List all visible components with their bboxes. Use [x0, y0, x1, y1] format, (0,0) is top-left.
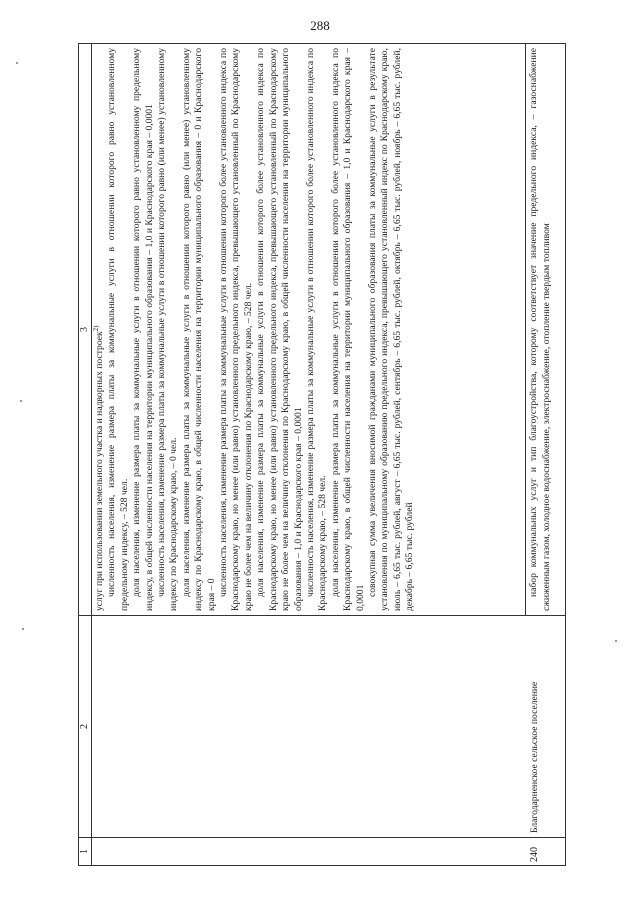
- paragraph-text-1: численность населения, изменение размера платы за коммунальные услуги в отношении которого равно установленному предельному индексу, – 528 чел.: [106, 48, 130, 611]
- row-number-cell-top: [92, 838, 526, 866]
- page-number: 288: [310, 18, 330, 33]
- scan-speck: [615, 640, 617, 642]
- settlement-name: Благодарненское сельское поселение: [526, 616, 566, 838]
- rotated-table-container: [78, 44, 566, 866]
- header-cell-3: 3: [79, 44, 92, 616]
- paragraph-text-7: численность населения, изменение размера платы за коммунальные услуги в отношении которого более установленного индекса по Краснодарскому краю, – 528 чел.: [304, 48, 329, 611]
- scan-speck: [16, 62, 18, 64]
- footnote-marker: 2): [91, 325, 100, 332]
- scan-speck: [22, 628, 24, 630]
- data-table: [78, 43, 566, 866]
- table-row-top: [92, 44, 526, 866]
- paragraph-text-2: доля населения, изменение размера платы за коммунальные услуги в отношении которого равно установленному предельному индексу, в общей численности населения на территории муниципального образования – 1,0 и Краснодарского края – 0,0001: [131, 48, 155, 611]
- paragraph-text-8: доля населения, изменение размера платы за коммунальные услуги в отношении которого более установленного индекса по Краснодарскому краю, в общей численности населения на территории муниципального образования – 1,0 и Краснодарского края – 0,0001: [329, 48, 366, 611]
- table-row-240: [526, 44, 566, 866]
- header-row: [79, 44, 92, 866]
- row-number: 240: [526, 838, 566, 866]
- row-description-cell-top: [92, 44, 526, 616]
- paragraph-text-4: доля населения, изменение размера платы за коммунальные услуги в отношении которого равно (или менее) установленному индексу по Краснодарскому краю, в общей численности населения на территории муниципального образования – 0 и Краснодарского края – 0: [180, 48, 217, 611]
- paragraph-text-10: набор коммунальных услуг и тип благоустройства, которому соответствует значение предельного индекса, – газоснабжение сжиженным газом, холодное водоснабжение, электроснабжение, отопление твердым топливом: [528, 48, 552, 611]
- paragraph-text-9: совокупная сумма увеличения вносимой гражданами муниципального образования платы за коммунальные услуги в результате установления по муниципальному образованию предельного индекса, превышающего установленный индекс по Краснодарскому краю, июль – 6,65 тыс. рублей, август – 6,65 тыс. рублей, сентябрь – 6,65 тыс. рублей, октябрь – 6,65 тыс. рублей, ноябрь – 6,65 тыс. рублей, декабрь – 6,65 тыс. рублей: [366, 48, 416, 611]
- paragraph-text-0: [91, 48, 106, 611]
- paragraph-0-text: услуг при использовании земельного участка и надворных построек$^{2)}$: [91, 325, 105, 611]
- header-cell-1: 1: [79, 838, 92, 866]
- header-cell-2: 2: [79, 616, 92, 838]
- row-name-cell-top: [92, 616, 526, 838]
- paragraph-text-5: численность населения, изменение размера платы за коммунальные услуги в отношении которого более установленного индекса по Краснодарскому краю, но менее (или равно) установленного предельного индекса, превышающего установленный по Краснодарскому краю не более чем на величину отклонения по Краснодарскому краю, – 528 чел.: [218, 48, 254, 611]
- row-description-cell-bottom: [526, 44, 566, 616]
- paragraph-text-6: доля населения, изменение размера платы за коммунальные услуги в отношении которого более установленного индекса по Краснодарскому краю, но менее (или равно) установленного предельного индекса, превышающего установленный по Краснодарскому краю не более чем на величину отклонения по Краснодарскому краю, в общей численности населения на территории муниципального образования – 1,0 и Краснодарского края – 0,0001: [255, 48, 304, 611]
- paragraph-text-3: численность населения, изменение размера платы за коммунальные услуги в отношении которого равно (или менее) установленному индексу по Краснодарскому краю, – 0 чел.: [156, 48, 180, 611]
- scan-speck: [20, 400, 22, 402]
